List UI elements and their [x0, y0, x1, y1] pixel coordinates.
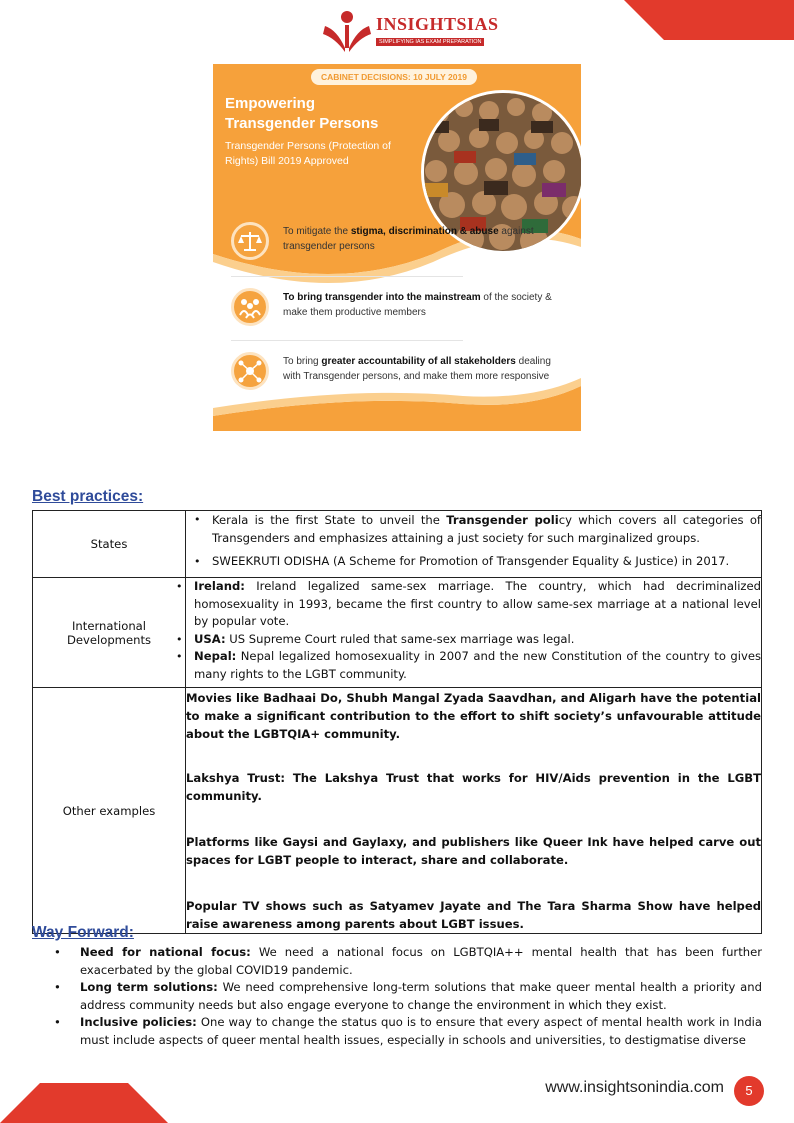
infographic-row-text: [283, 224, 553, 254]
list-item: [54, 979, 762, 1014]
row-text-pre: To bring: [283, 356, 322, 367]
best-practices-table: [32, 510, 762, 934]
row-text-post: of the society & make them productive members: [283, 292, 552, 318]
item-text: We need a national focus on LGBTQIA++ mental health that has been further exacerbated by the global COVID19 pandemic.: [80, 945, 762, 977]
list-item: [186, 511, 761, 547]
item-text: (A Scheme for Promotion of Transgender Equality & Justice) in 2017.: [329, 554, 730, 568]
row-content: [186, 511, 762, 578]
item-lead: Kerala: [212, 513, 249, 527]
infographic-divider: [231, 340, 463, 341]
way-forward-heading: Way Forward:: [32, 924, 134, 941]
item-text: Nepal legalized homosexuality in 2007 and the new Constitution of the country to gives many rights to the LGBT community.: [194, 649, 761, 681]
item-text: US Supreme Court ruled that same-sex marriage was legal.: [225, 631, 575, 646]
logo-brand-name: INSIGHTSIAS: [376, 14, 499, 34]
corner-decoration-bottom-left: [0, 1083, 170, 1123]
infographic-subheading: Transgender Persons (Protection of Rights) Bill 2019 Approved: [225, 140, 391, 167]
table-row-other-examples: [33, 688, 762, 934]
item-bold: Nepal:: [194, 649, 237, 663]
row-label: Other examples: [33, 688, 186, 934]
example-paragraph: Lakshya Trust: The Lakshya Trust that works for HIV/Aids prevention in the LGBT community.: [186, 771, 761, 803]
item-lead: SWEEKRUTI ODISHA: [212, 554, 330, 568]
page-number-badge: 5: [734, 1076, 764, 1106]
list-item: [168, 578, 761, 631]
insightsias-logo: [320, 8, 499, 54]
item-bold: Ireland:: [194, 579, 245, 593]
row-label: States: [33, 511, 186, 578]
item-bold: USA:: [194, 631, 226, 646]
row-text-post: dealing with Transgender persons, and make them more responsive: [283, 356, 551, 382]
logo-person-book-icon: [320, 8, 374, 54]
item-bold: Need for national focus:: [80, 945, 251, 959]
row-label: International Developments: [33, 578, 186, 688]
example-paragraph: Movies like Badhaai Do, Shubh Mangal Zyada Saavdhan, and Aligarh have the potential to make a significant contribution to the effort to shift society’s unfavourable attitude about the LGBTQIA+ community.: [186, 691, 761, 741]
logo-tagline: SIMPLIFYING IAS EXAM PREPARATION: [376, 38, 484, 46]
list-item: [54, 1014, 762, 1049]
best-practices-heading: Best practices:: [32, 488, 144, 505]
example-paragraph: Platforms like Gaysi and Gaylaxy, and publishers like Queer Ink have helped carve out spaces for LGBT people to interact, share and collaborate.: [186, 835, 761, 867]
list-item: [186, 553, 761, 571]
item-bold: Transgender poli: [446, 513, 559, 527]
people-icon: [231, 288, 269, 326]
list-item: [54, 944, 762, 979]
headline-line-1: Empowering: [225, 95, 316, 112]
item-text: cy which covers all categories of Transgenders and emphasizes attaining a just society for such marginalized groups.: [212, 513, 762, 545]
table-row-international: [33, 578, 762, 688]
list-item: [168, 648, 761, 683]
infographic-headline: [225, 94, 425, 134]
infographic-row-text: [283, 354, 553, 384]
corner-decoration-top-right: [624, 0, 794, 40]
footer-website-link[interactable]: www.insightsonindia.com: [545, 1079, 724, 1096]
cabinet-decision-date-pill: CABINET DECISIONS: 10 JULY 2019: [311, 69, 477, 85]
example-paragraph: Popular TV shows such as Satyamev Jayate and The Tara Sharma Show have helped raise awareness among parents about LGBT issues.: [186, 899, 761, 931]
row-content: [186, 578, 762, 688]
infographic-divider: [231, 276, 463, 277]
row-text-bold: To bring transgender into the mainstream: [283, 292, 481, 303]
list-item: [168, 631, 761, 649]
scales-icon: [231, 222, 269, 260]
way-forward-list: [54, 944, 762, 1049]
table-row-states: [33, 511, 762, 578]
row-text-bold: stigma, discrimination & abuse: [350, 226, 499, 237]
item-bold: Long term solutions:: [80, 980, 218, 994]
row-text-pre: To mitigate the: [283, 226, 351, 237]
cabinet-decision-infographic: [213, 64, 581, 431]
row-text-bold: greater accountability of all stakeholders: [321, 356, 516, 367]
row-content: [186, 688, 762, 934]
item-text: We need comprehensive long-term solutions that make queer mental health a priority and address community needs but also engage everyone to change the environment in which they exist.: [80, 980, 762, 1012]
infographic-row-text: [283, 290, 553, 320]
item-bold: Inclusive policies:: [80, 1015, 197, 1029]
item-text: is the first State to unveil the: [248, 513, 447, 527]
item-text: One way to change the status quo is to ensure that every aspect of mental health work in India must include aspects of queer mental health issues, especially in schools and universities, to destigmatise diverse: [80, 1015, 763, 1047]
network-icon: [231, 352, 269, 390]
row-text-post: against transgender persons: [283, 226, 534, 252]
item-text: Ireland legalized same-sex marriage. The country, which had decriminalized homosexuality in 1993, became the first country to allow same-sex marriage at a national level by popular vote.: [194, 579, 761, 628]
headline-line-2: Transgender Persons: [225, 115, 379, 132]
